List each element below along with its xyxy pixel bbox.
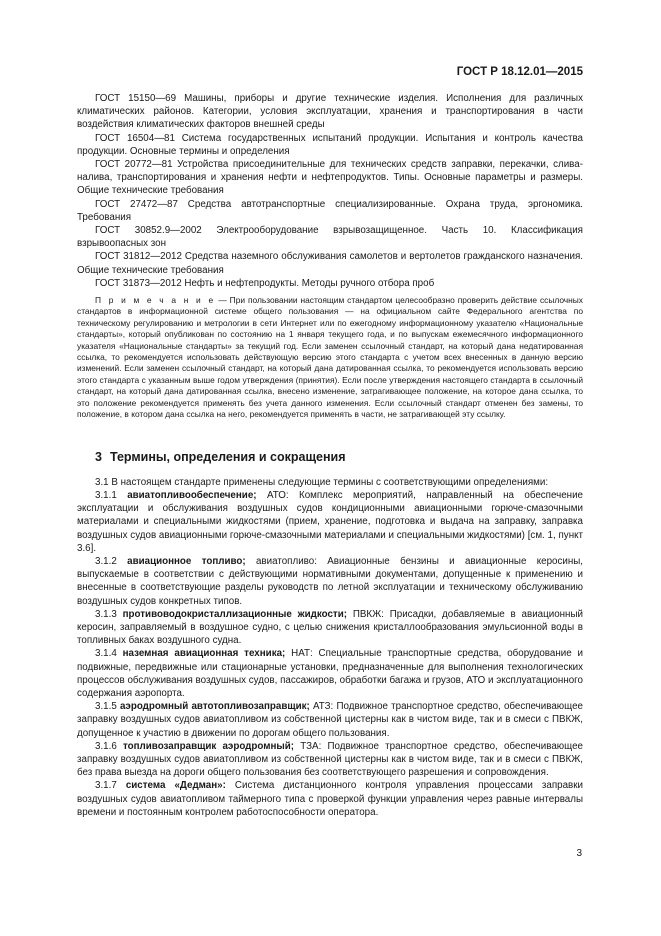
section-title: Термины, определения и сокращения — [109, 449, 346, 464]
reference-item: ГОСТ 31812—2012 Средства наземного обслуживания самолетов и вертолетов гражданского назначения. Общие технические требования — [77, 251, 583, 276]
term-number: 3.1.6 — [95, 740, 123, 752]
term-definition — [77, 740, 583, 780]
term-text: авиатопливо: Авиационные бензины и авиационные керосины, выпускаемые в соответствии с действующими нормативными документами, допущенные к применению и внесенные в соответствующие разделы руководств по летной эксплуатации и техническому обслуживанию воздушных судов конкретных типов. — [77, 555, 584, 607]
term-name: система «Дедман»: — [125, 780, 226, 792]
term-name: авиатопливообеспечение; — [127, 489, 257, 501]
term-number: 3.1.2 — [95, 555, 128, 567]
term-name: авиационное топливо; — [127, 555, 246, 567]
term-name: наземная авиационная техника; — [122, 648, 286, 660]
term-text: АТО: Комплекс мероприятий, направленный на обеспечение эксплуатации и обслуживания воздушных судов кондиционными авиационными горюче-смазочными материалами и специальными жидкостями (прием, хранение, подготовка и выдача на заправку, заправка воздушных судов авиационными горюче-смазочными материалами и специальными жидкостями) [см. 1, пункт 3.6]. — [77, 489, 583, 554]
reference-note — [77, 295, 583, 420]
term-number: 3.1.7 — [95, 780, 126, 792]
term-name: аэродромный автотопливозаправщик; — [119, 701, 310, 713]
term-definition — [77, 779, 583, 819]
reference-item: ГОСТ 20772—81 Устройства присоединительные для технических средств заправки, перекачки, слива-налива, транспортирования и хранения нефти и нефтепродуктов. Типы. Основные параметры и размеры. Общие технические требования — [77, 159, 583, 197]
note-label: П р и м е ч а н и е — [95, 295, 216, 306]
section-number: 3 — [95, 449, 102, 464]
term-definition — [77, 647, 583, 700]
reference-item: ГОСТ 31873—2012 Нефть и нефтепродукты. Методы ручного отбора проб — [95, 277, 435, 289]
term-number: 3.1.5 — [95, 701, 120, 713]
document-id-header: ГОСТ Р 18.12.01—2015 — [456, 66, 583, 78]
term-definition — [77, 555, 583, 608]
term-name: топливозаправщик аэродромный; — [122, 740, 295, 752]
section-heading — [95, 451, 583, 464]
reference-item: ГОСТ 16504—81 Система государственных испытаний продукции. Испытания и контроль качества продукции. Основные термины и определения — [77, 132, 583, 157]
section-intro: 3.1 В настоящем стандарте применены следующие термины с соответствующими определениями: — [95, 476, 549, 488]
page-number: 3 — [576, 848, 582, 859]
term-text: Система дистанционного контроля управления процессами заправки воздушных судов авиатопливом таймерного типа с проверкой функции управления через равные интервалы времени и постоянным контролем работоспособности оператора. — [77, 780, 583, 818]
term-text: НАТ: Специальные транспортные средства, оборудование и подвижные, передвижные или стационарные установки, предназначенные для выполнения технологических процессов обслуживания воздушных судов, пассажиров, обработки багажа и грузов, АТО и эксплуатационного содержания аэропорта. — [77, 648, 583, 699]
term-definition — [77, 700, 583, 740]
reference-item: ГОСТ 27472—87 Средства автотранспортные специализированные. Охрана труда, эргономика. Требования — [77, 198, 583, 223]
reference-item: ГОСТ 15150—69 Машины, приборы и другие технические изделия. Исполнения для различных климатических районов. Категории, условия эксплуатации, хранения и транспортирования в части воздействия климатических факторов внешней среды — [77, 93, 583, 131]
term-name: противоводокристаллизационные жидкости; — [122, 608, 348, 620]
page-content — [77, 92, 583, 819]
term-text: АТЗ: Подвижное транспортное средство, обеспечивающее заправку воздушных судов авиатопливом из собственной цистерны как в чистом виде, так и в смеси с ПВКЖ, допущенное к участию в движении по дорогам общего пользования. — [77, 701, 583, 739]
term-text: ТЗА: Подвижное транспортное средство, обеспечивающее заправку воздушных судов авиатопливом из собственной цистерны как в чистом виде, так и в смеси с ПВКЖ, без права выезда на дороги общего пользования без соответствующего разрешения и сопровождения. — [77, 740, 583, 779]
term-definition — [77, 489, 583, 555]
term-number: 3.1.1 — [95, 489, 128, 501]
term-text: ПВКЖ: Присадки, добавляемые в авиационный керосин, заправляемый в воздушное судно, с целью снижения кристаллообразования эмульсионной воды в топливных баках воздушного судна. — [77, 608, 583, 647]
term-number: 3.1.3 — [95, 608, 123, 620]
note-text: — При пользовании настоящим стандартом целесообразно проверить действие ссылочных стандартов в информационной системе общего пользования — на официальном сайте Федерального агентства по техническому регулированию и метрологии в сети Интернет или по ежегодному информационному указателю «Национальные стандарты», который опубликован по состоянию на 1 января текущего года, и по выпускам ежемесячного информационного указателя «Национальные стандарты» за текущий год. Если заменен ссылочный стандарт, на который дана недатированная ссылка, то рекомендуется использовать действующую версию этого стандарта с учетом всех внесенных в данную версию изменений. Если заменен ссылочный стандарт, на который дана датированная ссылка, то рекомендуется использовать версию этого стандарта с указанным выше годом утверждения (принятия). Если после утверждения настоящего стандарта в ссылочный стандарт, на который дана датированная ссылка, внесено изменение, затрагивающее положение, на которое дана ссылка, то это положение рекомендуется применять без учета данного изменения. Если ссылочный стандарт отменен без замены, то положение, в котором дана ссылка на него, рекомендуется применять в части, не затрагивающей эту ссылку. — [77, 295, 583, 420]
reference-item: ГОСТ 30852.9—2002 Электрооборудование взрывозащищенное. Часть 10. Классификация взрывоопасных зон — [77, 225, 583, 250]
term-number: 3.1.4 — [95, 648, 123, 660]
term-definition — [77, 608, 583, 648]
